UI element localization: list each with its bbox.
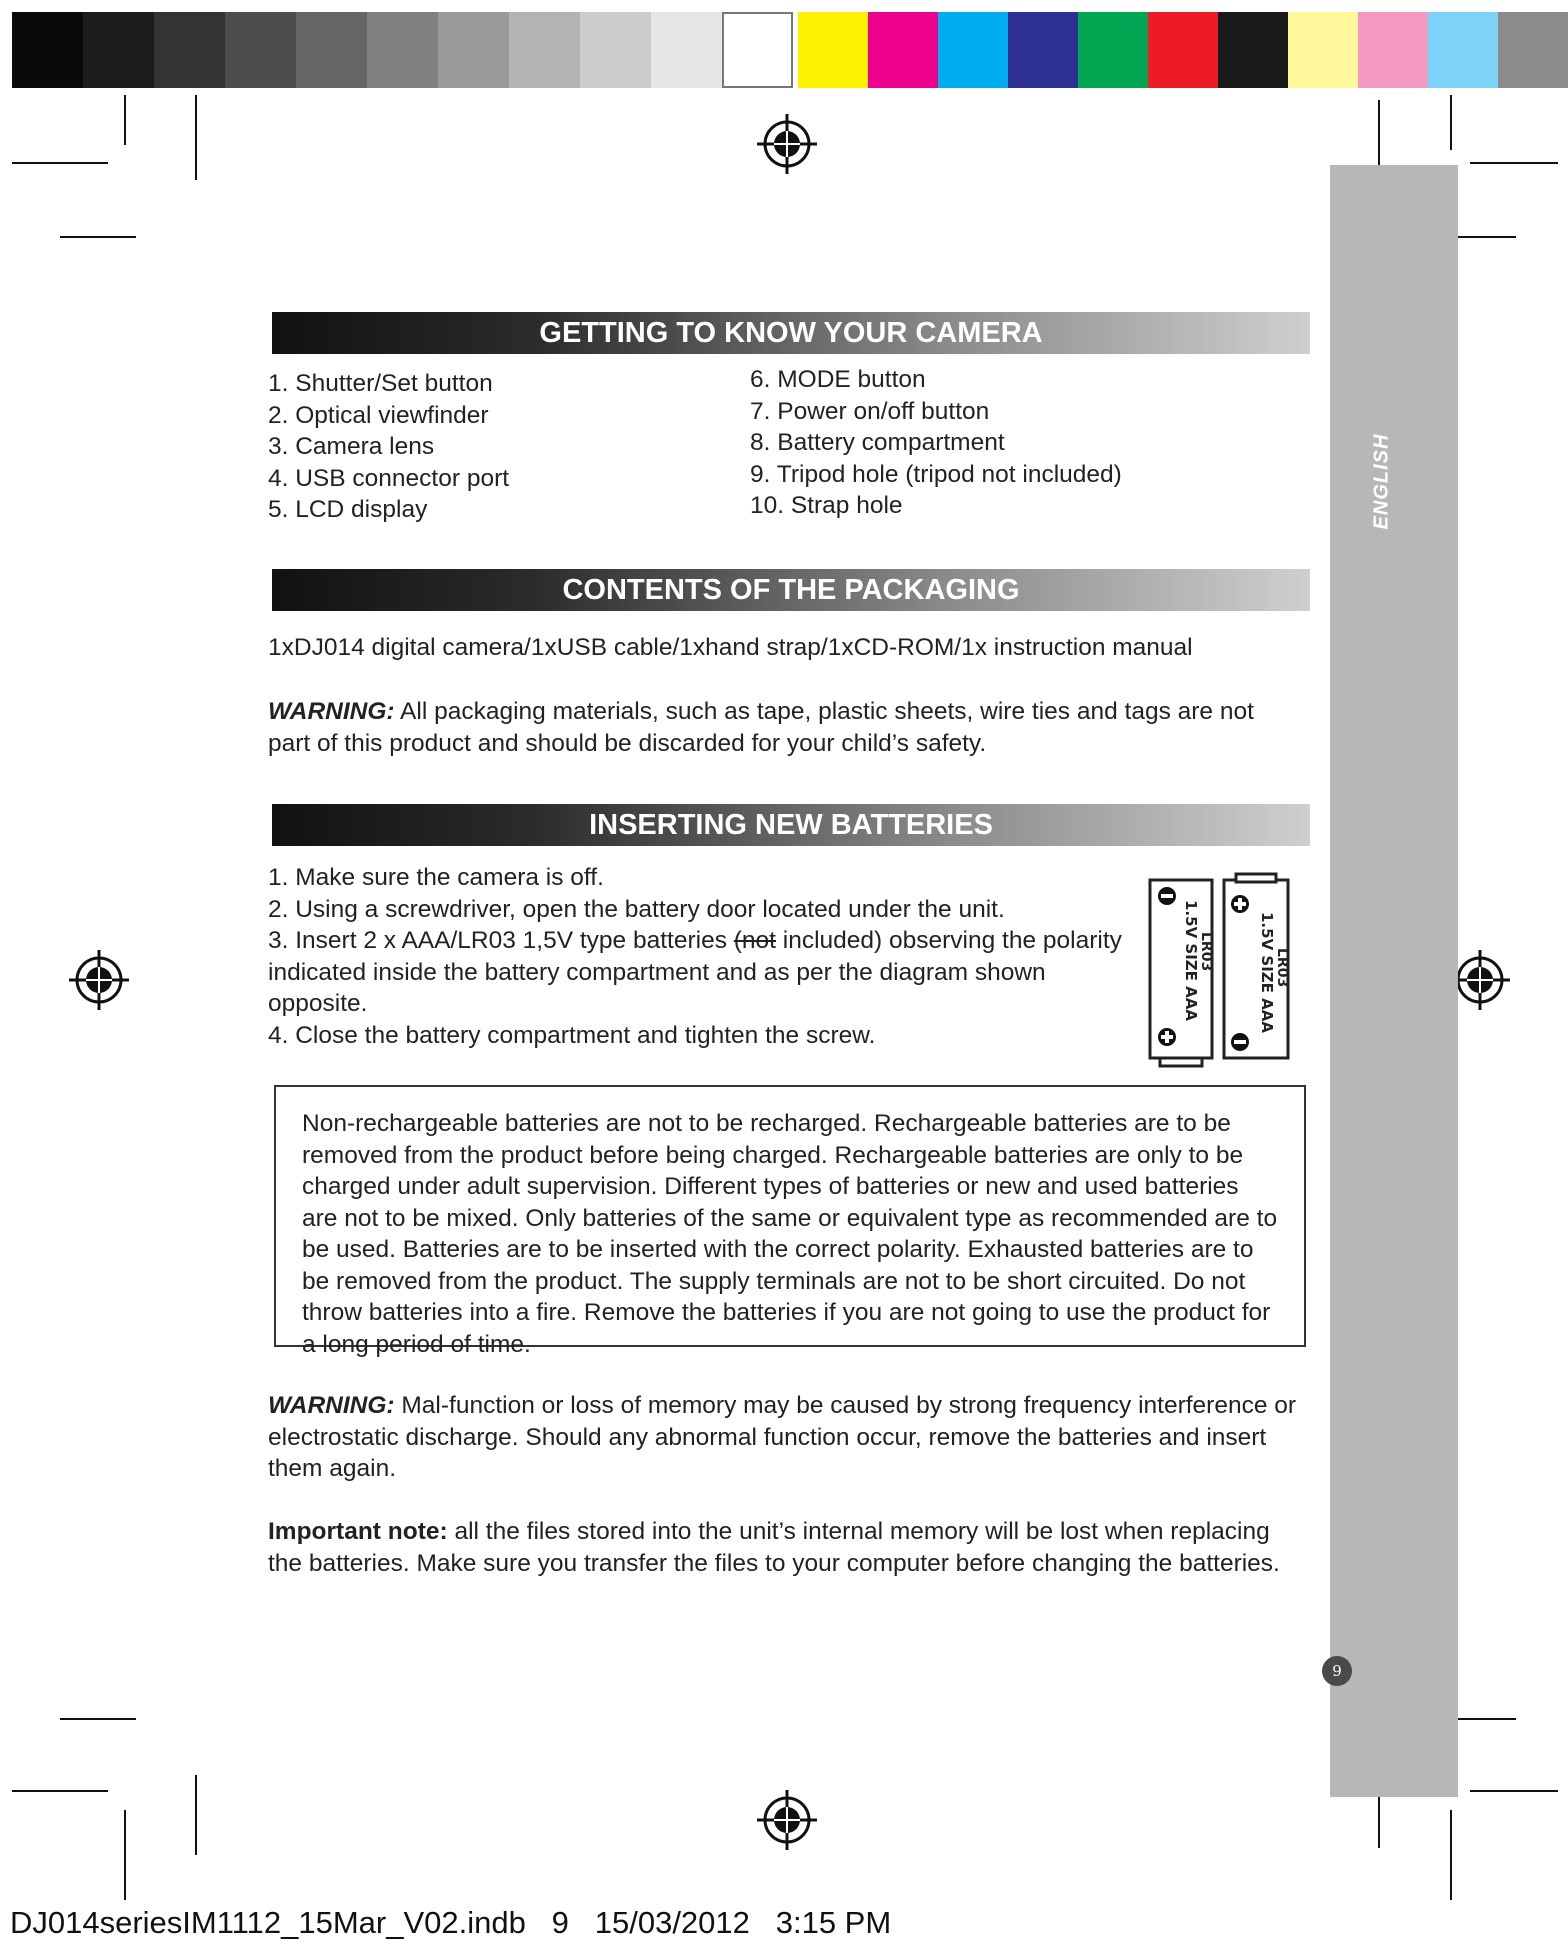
warning-label: WARNING:: [268, 698, 395, 725]
list-item: 10. Strap hole: [750, 492, 903, 519]
battery-left: [1150, 880, 1214, 1066]
color-swatch: [1498, 12, 1568, 88]
language-label: ENGLISH: [1370, 433, 1393, 530]
crop-mark: [195, 95, 197, 180]
step-3-struck: (not: [733, 927, 776, 954]
page-number: 9: [1322, 1656, 1352, 1686]
section-title-batteries: INSERTING NEW BATTERIES: [272, 804, 1310, 846]
color-swatch: [1428, 12, 1498, 88]
crop-mark: [12, 1790, 108, 1792]
crop-mark: [1470, 162, 1558, 164]
memory-warning: [268, 1390, 1298, 1485]
crop-mark: [124, 95, 126, 145]
warning-text: All packaging materials, such as tape, plastic sheets, wire ties and tags are not part of this product and should be discarded for your child’s safety.: [268, 698, 1254, 757]
list-item: 1. Shutter/Set button: [268, 370, 493, 397]
color-swatch: [12, 12, 83, 88]
warning-text: Mal-function or loss of memory may be caused by strong frequency interference or electrostatic discharge. Should any abnormal function occur, remove the batteries and insert them again.: [268, 1392, 1297, 1482]
list-item: 5. LCD display: [268, 496, 428, 523]
battery-right: [1224, 874, 1290, 1058]
crop-mark: [12, 162, 108, 164]
crop-mark: [60, 1718, 136, 1720]
color-swatch: [1008, 12, 1078, 88]
packaging-contents: 1xDJ014 digital camera/1xUSB cable/1xhand strap/1xCD-ROM/1x instruction manual: [268, 634, 1193, 661]
list-item: 7. Power on/off button: [750, 397, 990, 425]
step-1: 1. Make sure the camera is off.: [268, 864, 604, 891]
crop-mark: [1378, 100, 1380, 170]
parts-list-left: [268, 368, 509, 526]
crop-mark: [124, 1810, 126, 1900]
parts-list-right: [750, 364, 1122, 522]
color-swatch: [1358, 12, 1428, 88]
color-swatch: [651, 12, 722, 88]
list-item: 4. USB connector port: [268, 464, 510, 492]
crop-mark: [195, 1775, 197, 1855]
list-item: 3. Camera lens: [268, 433, 435, 460]
list-item: 9. Tripod hole (tripod not included): [750, 460, 1122, 488]
section-title-packaging: CONTENTS OF THE PACKAGING: [272, 569, 1310, 611]
print-slug: DJ014seriesIM1112_15Mar_V02.indb 9 15/03/2012 3:15 PM: [10, 1905, 892, 1940]
color-swatch: [1218, 12, 1288, 88]
color-swatch: [868, 12, 938, 88]
crop-mark: [60, 236, 136, 238]
battery-size-label: 1.5V SIZE AAA: [1182, 900, 1200, 1021]
color-swatch: [509, 12, 580, 88]
list-item: 6. MODE button: [750, 366, 926, 393]
color-swatch: [938, 12, 1008, 88]
color-swatch: [83, 12, 154, 88]
registration-mark-icon: [67, 948, 131, 1012]
step-3-text-rest: included) observing the polarity indicated inside the battery compartment and as per the diagram shown opposite.: [268, 927, 1122, 1017]
color-swatch: [580, 12, 651, 88]
battery-size-label: 1.5V SIZE AAA: [1258, 912, 1276, 1033]
important-note: [268, 1516, 1298, 1579]
color-swatch: [296, 12, 367, 88]
color-swatch: [225, 12, 296, 88]
color-swatch: [367, 12, 438, 88]
battery-diagram: [1144, 872, 1300, 1072]
battery-safety-notice: Non-rechargeable batteries are not to be recharged. Rechargeable batteries are to be removed from the product before being charged. Rechargeable batteries are only to be charged under adult supervision. Different types of batteries or new and used batteries are not to be mixed. Only batteries of the same or equivalent type as recommended are to be used. Batteries are to be inserted with the correct polarity. Exhausted batteries are to be removed from the product. The supply terminals are not to be short circuited. Do not throw batteries into a fire. Remove the batteries if you are not going to use the product for a long period of time.: [274, 1085, 1306, 1347]
important-note-label: Important note:: [268, 1518, 448, 1545]
important-note-text: all the files stored into the unit’s internal memory will be lost when replacing the batteries. Make sure you transfer the files to your computer before changing the batteries.: [268, 1518, 1280, 1577]
section-title-know-camera: GETTING TO KNOW YOUR CAMERA: [272, 312, 1310, 354]
crop-mark: [1450, 1810, 1452, 1900]
battery-steps: [268, 862, 1128, 1051]
list-item: 8. Battery compartment: [750, 429, 1005, 456]
packaging-warning: [268, 696, 1298, 759]
battery-type-label: LR03: [1274, 948, 1290, 988]
step-3: [268, 925, 1128, 1020]
step-2: 2. Using a screwdriver, open the battery door located under the unit.: [268, 895, 1005, 923]
list-item: 2. Optical viewfinder: [268, 401, 489, 429]
registration-mark-icon: [755, 112, 819, 176]
color-swatch: [798, 12, 868, 88]
crop-mark: [1450, 95, 1452, 150]
side-tab: [1330, 165, 1458, 1797]
crop-mark: [1470, 1790, 1558, 1792]
step-4: 4. Close the battery compartment and tighten the screw.: [268, 1021, 876, 1049]
color-swatch: [722, 12, 793, 88]
color-swatch: [1288, 12, 1358, 88]
step-3-text: 3. Insert 2 x AAA/LR03 1,5V type batteries: [268, 927, 734, 954]
process-color-bar: [798, 12, 1568, 88]
battery-type-label: LR03: [1198, 932, 1214, 972]
color-swatch: [1148, 12, 1218, 88]
color-swatch: [154, 12, 225, 88]
registration-mark-icon: [755, 1788, 819, 1852]
color-swatch: [1078, 12, 1148, 88]
color-swatch: [438, 12, 509, 88]
grayscale-color-bar: [12, 12, 793, 88]
warning-label: WARNING:: [268, 1392, 395, 1419]
